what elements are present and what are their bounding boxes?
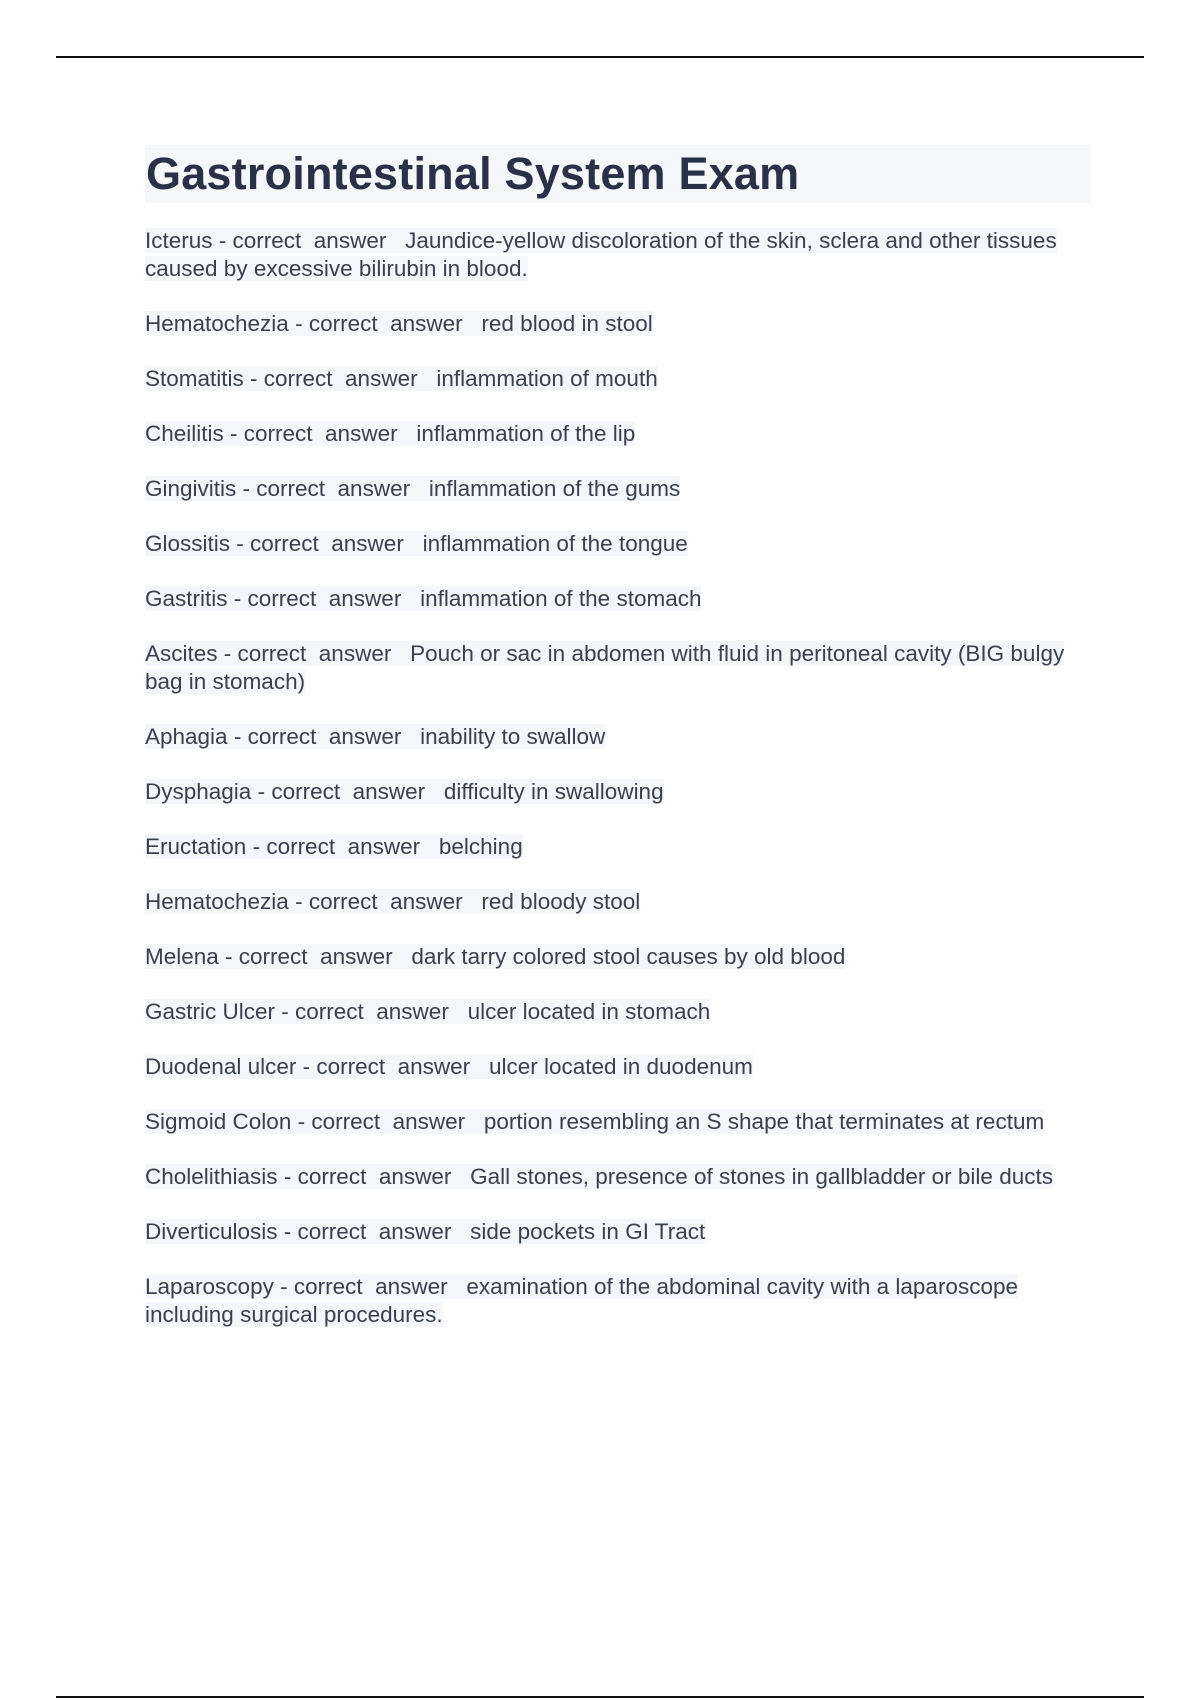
entry-term: Aphagia <box>145 724 228 749</box>
list-item <box>145 1053 1090 1081</box>
entry-gap <box>425 779 444 804</box>
entry-term: Hematochezia <box>145 311 289 336</box>
entry-term: Cheilitis <box>145 421 224 446</box>
entry-definition: ulcer located in stomach <box>467 999 711 1024</box>
entry-gap <box>398 421 417 446</box>
entry-definition: inflammation of the gums <box>428 476 681 501</box>
entry-separator: - <box>288 311 309 336</box>
list-item <box>145 723 1090 751</box>
entry-separator: - <box>227 724 248 749</box>
entry-definition: Gall stones, presence of stones in gallbladder or bile ducts <box>470 1164 1053 1189</box>
list-item <box>145 1108 1090 1136</box>
entry-separator: - <box>277 1219 298 1244</box>
entry-term: Sigmoid Colon <box>145 1109 292 1134</box>
answer-label: correct answer <box>308 889 463 914</box>
entry-term: Glossitis <box>145 531 231 556</box>
entry-separator: - <box>296 1054 317 1079</box>
answer-label: correct answer <box>247 724 402 749</box>
answer-label: correct answer <box>311 1109 466 1134</box>
entry-text <box>145 311 653 336</box>
entry-term: Laparoscopy <box>145 1274 274 1299</box>
document-body <box>145 145 1090 1356</box>
entry-definition: Pouch or sac in abdomen with fluid in peritoneal cavity (BIG bulgy bag in stomach) <box>145 641 1065 694</box>
entry-text <box>145 366 658 391</box>
entry-separator: - <box>227 586 248 611</box>
page-title: Gastrointestinal System Exam <box>146 148 800 199</box>
answer-label: correct answer <box>293 1274 448 1299</box>
entry-gap <box>470 1054 489 1079</box>
answer-label: correct answer <box>238 944 393 969</box>
entry-term: Melena <box>145 944 219 969</box>
entry-separator: - <box>288 889 309 914</box>
entry-separator: - <box>275 999 296 1024</box>
entry-term: Dysphagia <box>145 779 252 804</box>
list-item <box>145 475 1090 503</box>
entry-definition: belching <box>438 834 523 859</box>
entry-definition: difficulty in swallowing <box>443 779 664 804</box>
entry-term: Gingivitis <box>145 476 237 501</box>
entry-text <box>145 531 688 556</box>
list-item <box>145 585 1090 613</box>
entry-definition: inflammation of the lip <box>416 421 636 446</box>
entry-separator: - <box>251 779 272 804</box>
entry-text <box>145 1109 1044 1134</box>
list-item <box>145 530 1090 558</box>
entry-separator: - <box>277 1164 298 1189</box>
entry-separator: - <box>236 476 257 501</box>
entry-gap <box>401 724 420 749</box>
answer-label: correct answer <box>271 779 426 804</box>
list-item <box>145 778 1090 806</box>
answer-label: correct answer <box>232 228 387 253</box>
entry-separator: - <box>212 228 233 253</box>
entry-text <box>145 421 635 446</box>
answer-label: correct answer <box>237 641 392 666</box>
answer-label: correct answer <box>308 311 463 336</box>
list-item <box>145 227 1090 283</box>
entry-term: Diverticulosis <box>145 1219 278 1244</box>
list-item <box>145 998 1090 1026</box>
entry-text <box>145 999 710 1024</box>
answer-label: correct answer <box>256 476 411 501</box>
answer-label: correct answer <box>247 586 402 611</box>
entry-term: Stomatitis <box>145 366 244 391</box>
entry-term: Ascites <box>145 641 218 666</box>
answer-label: correct answer <box>250 531 404 556</box>
entry-gap <box>451 1219 470 1244</box>
entry-gap <box>404 531 423 556</box>
entry-definition: Jaundice-yellow discoloration of the skin, sclera and other tissues caused by excessive bilirubin in blood. <box>145 228 1057 281</box>
list-item <box>145 365 1090 393</box>
entry-gap <box>386 228 405 253</box>
entry-text <box>145 228 1057 281</box>
entry-list <box>145 227 1090 1329</box>
entry-definition: inflammation of mouth <box>436 366 658 391</box>
entry-separator: - <box>218 944 239 969</box>
entry-term: Icterus <box>145 228 213 253</box>
list-item <box>145 1273 1090 1329</box>
answer-label: correct answer <box>316 1054 471 1079</box>
entry-gap <box>463 889 482 914</box>
answer-label: correct answer <box>297 1164 452 1189</box>
answer-label: correct answer <box>297 1219 452 1244</box>
list-item <box>145 310 1090 338</box>
list-item <box>145 420 1090 448</box>
entry-gap <box>449 999 468 1024</box>
entry-separator: - <box>243 366 264 391</box>
entry-definition: inability to swallow <box>420 724 606 749</box>
answer-label: correct answer <box>266 834 421 859</box>
list-item <box>145 833 1090 861</box>
entry-text <box>145 476 680 501</box>
entry-text <box>145 1219 705 1244</box>
list-item <box>145 1218 1090 1246</box>
entry-text <box>145 641 1064 694</box>
top-divider <box>56 56 1144 58</box>
entry-term: Gastric Ulcer <box>145 999 276 1024</box>
answer-label: correct answer <box>243 421 398 446</box>
entry-gap <box>465 1109 484 1134</box>
entry-gap <box>448 1274 467 1299</box>
entry-term: Duodenal ulcer <box>145 1054 297 1079</box>
entry-gap <box>391 641 410 666</box>
entry-text <box>145 1054 753 1079</box>
entry-definition: portion resembling an S shape that terminates at rectum <box>483 1109 1045 1134</box>
entry-gap <box>401 586 420 611</box>
entry-separator: - <box>291 1109 312 1134</box>
entry-text <box>145 779 664 804</box>
entry-text <box>145 944 845 969</box>
entry-text <box>145 889 640 914</box>
entry-gap <box>410 476 429 501</box>
entry-definition: inflammation of the tongue <box>422 531 688 556</box>
entry-text <box>145 1274 1018 1327</box>
bottom-divider <box>56 1696 1144 1698</box>
list-item <box>145 943 1090 971</box>
entry-term: Eructation <box>145 834 247 859</box>
entry-term: Cholelithiasis <box>145 1164 278 1189</box>
entry-definition: dark tarry colored stool causes by old blood <box>411 944 846 969</box>
entry-definition: examination of the abdominal cavity with a laparoscope including surgical procedures. <box>145 1274 1018 1327</box>
entry-definition: inflammation of the stomach <box>420 586 702 611</box>
entry-separator: - <box>223 421 244 446</box>
entry-separator: - <box>230 531 251 556</box>
entry-text <box>145 1164 1053 1189</box>
list-item <box>145 640 1090 696</box>
entry-gap <box>451 1164 470 1189</box>
answer-label: correct answer <box>263 366 418 391</box>
entry-text <box>145 724 605 749</box>
title-bar <box>145 145 1090 203</box>
answer-label: correct answer <box>295 999 449 1024</box>
entry-separator: - <box>246 834 267 859</box>
entry-definition: red blood in stool <box>481 311 653 336</box>
entry-separator: - <box>273 1274 294 1299</box>
entry-gap <box>420 834 439 859</box>
entry-text <box>145 586 701 611</box>
entry-gap <box>393 944 412 969</box>
entry-separator: - <box>217 641 238 666</box>
entry-term: Hematochezia <box>145 889 289 914</box>
entry-definition: ulcer located in duodenum <box>488 1054 753 1079</box>
entry-definition: red bloody stool <box>481 889 641 914</box>
entry-gap <box>463 311 482 336</box>
entry-definition: side pockets in GI Tract <box>470 1219 706 1244</box>
entry-text <box>145 834 523 859</box>
entry-gap <box>418 366 437 391</box>
entry-term: Gastritis <box>145 586 228 611</box>
list-item <box>145 888 1090 916</box>
list-item <box>145 1163 1090 1191</box>
